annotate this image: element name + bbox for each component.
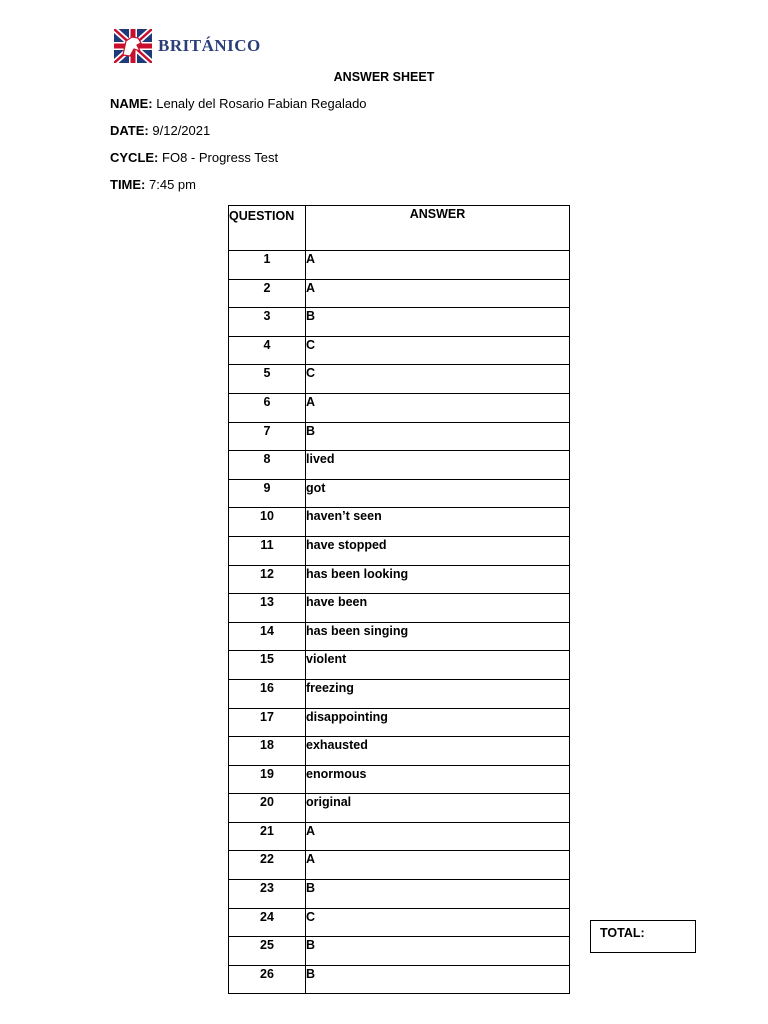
question-number: 16 <box>229 679 306 708</box>
table-row <box>229 737 570 766</box>
brand-name: BRITÁNICO <box>158 36 261 55</box>
cycle-value: FO8 - Progress Test <box>162 150 279 165</box>
date-field <box>110 123 210 138</box>
question-number: 5 <box>229 365 306 394</box>
question-number: 21 <box>229 822 306 851</box>
question-number: 4 <box>229 336 306 365</box>
question-number: 18 <box>229 737 306 766</box>
table-row <box>229 308 570 337</box>
answer-cell: has been looking <box>306 565 570 594</box>
table-row <box>229 794 570 823</box>
table-row <box>229 622 570 651</box>
table-row <box>229 365 570 394</box>
question-number: 22 <box>229 851 306 880</box>
table-row <box>229 479 570 508</box>
table-row <box>229 451 570 480</box>
table-row <box>229 565 570 594</box>
answer-table <box>228 205 570 994</box>
answer-cell: A <box>306 251 570 280</box>
answer-cell: got <box>306 479 570 508</box>
answer-cell: B <box>306 937 570 966</box>
table-header-row <box>229 206 570 251</box>
question-number: 8 <box>229 451 306 480</box>
answer-cell: freezing <box>306 679 570 708</box>
table-row <box>229 393 570 422</box>
question-number: 11 <box>229 536 306 565</box>
answer-cell: have stopped <box>306 536 570 565</box>
table-row <box>229 336 570 365</box>
question-number: 17 <box>229 708 306 737</box>
table-row <box>229 279 570 308</box>
question-number: 7 <box>229 422 306 451</box>
question-number: 9 <box>229 479 306 508</box>
question-number: 24 <box>229 908 306 937</box>
question-number: 15 <box>229 651 306 680</box>
table-row <box>229 765 570 794</box>
question-number: 3 <box>229 308 306 337</box>
answer-cell: haven’t seen <box>306 508 570 537</box>
table-row <box>229 536 570 565</box>
answer-cell: C <box>306 365 570 394</box>
question-number: 25 <box>229 937 306 966</box>
date-value: 9/12/2021 <box>152 123 211 138</box>
table-row <box>229 508 570 537</box>
question-column-header: QUESTION <box>229 206 306 251</box>
table-row <box>229 594 570 623</box>
answer-cell: C <box>306 908 570 937</box>
question-number: 14 <box>229 622 306 651</box>
cycle-field <box>110 150 278 165</box>
cycle-label: CYCLE: <box>110 150 159 165</box>
question-number: 13 <box>229 594 306 623</box>
answer-cell: exhausted <box>306 737 570 766</box>
answer-cell: have been <box>306 594 570 623</box>
answer-table-body <box>229 251 570 994</box>
answer-cell: enormous <box>306 765 570 794</box>
answer-cell: B <box>306 880 570 909</box>
answer-cell: has been singing <box>306 622 570 651</box>
table-row <box>229 908 570 937</box>
total-box <box>590 920 696 953</box>
answer-cell: A <box>306 851 570 880</box>
union-jack-lion-logo-icon <box>114 29 152 63</box>
answer-cell: violent <box>306 651 570 680</box>
answer-column-header: ANSWER <box>306 206 570 251</box>
answer-cell: B <box>306 422 570 451</box>
answer-cell: A <box>306 279 570 308</box>
question-number: 12 <box>229 565 306 594</box>
question-number: 1 <box>229 251 306 280</box>
name-label: NAME: <box>110 96 153 111</box>
answer-cell: B <box>306 965 570 994</box>
table-row <box>229 822 570 851</box>
answer-cell: B <box>306 308 570 337</box>
table-row <box>229 937 570 966</box>
total-label: TOTAL: <box>600 926 645 940</box>
question-number: 6 <box>229 393 306 422</box>
table-row <box>229 708 570 737</box>
page-title: ANSWER SHEET <box>333 70 435 84</box>
question-number: 2 <box>229 279 306 308</box>
question-number: 20 <box>229 794 306 823</box>
table-row <box>229 679 570 708</box>
britanico-logo <box>114 29 261 63</box>
question-number: 10 <box>229 508 306 537</box>
name-value: Lenaly del Rosario Fabian Regalado <box>156 96 367 111</box>
question-number: 19 <box>229 765 306 794</box>
question-number: 26 <box>229 965 306 994</box>
answer-cell: C <box>306 336 570 365</box>
table-row <box>229 965 570 994</box>
table-row <box>229 651 570 680</box>
table-row <box>229 422 570 451</box>
time-label: TIME: <box>110 177 146 192</box>
answer-cell: disappointing <box>306 708 570 737</box>
answer-cell: A <box>306 393 570 422</box>
time-field <box>110 177 196 192</box>
name-field <box>110 96 367 111</box>
answer-cell: original <box>306 794 570 823</box>
time-value: 7:45 pm <box>149 177 196 192</box>
table-row <box>229 251 570 280</box>
table-row <box>229 880 570 909</box>
table-row <box>229 851 570 880</box>
question-number: 23 <box>229 880 306 909</box>
answer-cell: lived <box>306 451 570 480</box>
date-label: DATE: <box>110 123 149 138</box>
answer-cell: A <box>306 822 570 851</box>
